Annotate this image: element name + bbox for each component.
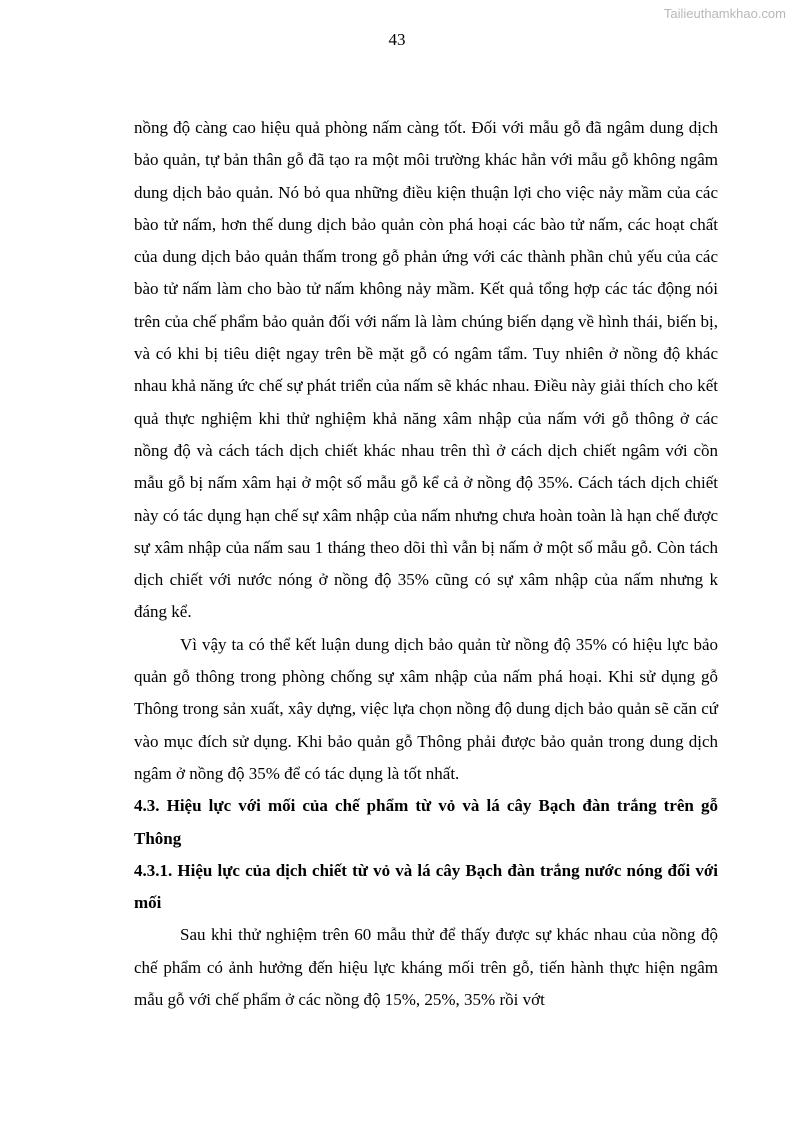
section-heading-4-3: 4.3. Hiệu lực với mối của chế phẩm từ vỏ và lá cây Bạch đàn trắng trên gỗ Thông xyxy=(134,796,718,848)
document-body xyxy=(134,112,718,1016)
page-number: 43 xyxy=(388,30,406,49)
watermark-text: Tailieuthamkhao.com xyxy=(663,6,786,21)
subsection-heading-4-3-1: 4.3.1. Hiệu lực của dịch chiết từ vỏ và lá cây Bạch đàn trắng nước nóng đối với mối xyxy=(134,860,718,913)
paragraph-experiment: Sau khi thử nghiệm trên 60 mẫu thử để thấy được sự khác nhau của nồng độ chế phẩm có ảnh hưởng đến hiệu lực kháng mối trên gỗ, tiến hành thực hiện ngâm mẫu gỗ với chế phẩm ở các nồng độ 15%, 25%, 35% rồi vớt xyxy=(134,925,718,1010)
paragraph-conclusion: Vì vậy ta có thể kết luận dung dịch bảo quản từ nồng độ 35% có hiệu lực bảo quản gỗ thông trong phòng chống sự xâm nhập của nấm phá hoại. Khi sử dụng gỗ Thông trong sản xuất, xây dựng, việc lựa chọn nồng độ dung dịch bảo quản sẽ căn cứ vào mục đích sử dụng. Khi bảo quản gỗ Thông phải được bảo quản trong dung dịch ngâm ở nồng độ 35% để có tác dụng là tốt nhất. xyxy=(134,634,718,783)
paragraph-nam-continuation: nồng độ càng cao hiệu quả phòng nấm càng tốt. Đối với mẫu gỗ đã ngâm dung dịch bảo quản, tự bản thân gỗ đã tạo ra một môi trường khác hẳn với mẫu gỗ không ngâm dung dịch bảo quản. Nó bỏ qua những điều kiện thuận lợi cho việc nảy mầm của các bào tử nấm, hơn thế dung dịch bảo quản còn phá hoại các bào tử nấm, các hoạt chất của dung dịch bảo quản thấm trong gỗ phản ứng với các thành phần chủ yếu của các bào tử nấm làm cho bào tử nấm không nảy mầm. Kết quả tổng hợp các tác động nói trên của chế phẩm bảo quản đối với nấm là làm chúng biến dạng về hình thái, biến bị, và có khi bị tiêu diệt ngay trên bề mặt gỗ có ngâm tẩm. Tuy nhiên ở nồng độ khác nhau khả năng ức chế sự phát triển của nấm sẽ khác nhau. Điều này giải thích cho kết quả thực nghiệm khi thử nghiệm khả năng xâm nhập của nấm với gỗ thông ở các nồng độ và cách tách dịch chiết khác nhau trên thì ở cách dịch chiết ngâm với cồn mẫu gỗ bị nấm xâm hại ở một số mẫu gỗ kể cả ở nồng độ 35%. Cách tách dịch chiết này có tác dụng hạn chế sự xâm nhập của nấm nhưng chưa hoàn toàn là hạn chế được sự xâm nhập của nấm sau 1 tháng theo dõi thì vẫn bị nấm ở một số mẫu gỗ. Còn tách dịch chiết với nước nóng ở nồng độ 35% cũng có sự xâm nhập của nấm nhưng k đáng kể. xyxy=(134,118,718,622)
